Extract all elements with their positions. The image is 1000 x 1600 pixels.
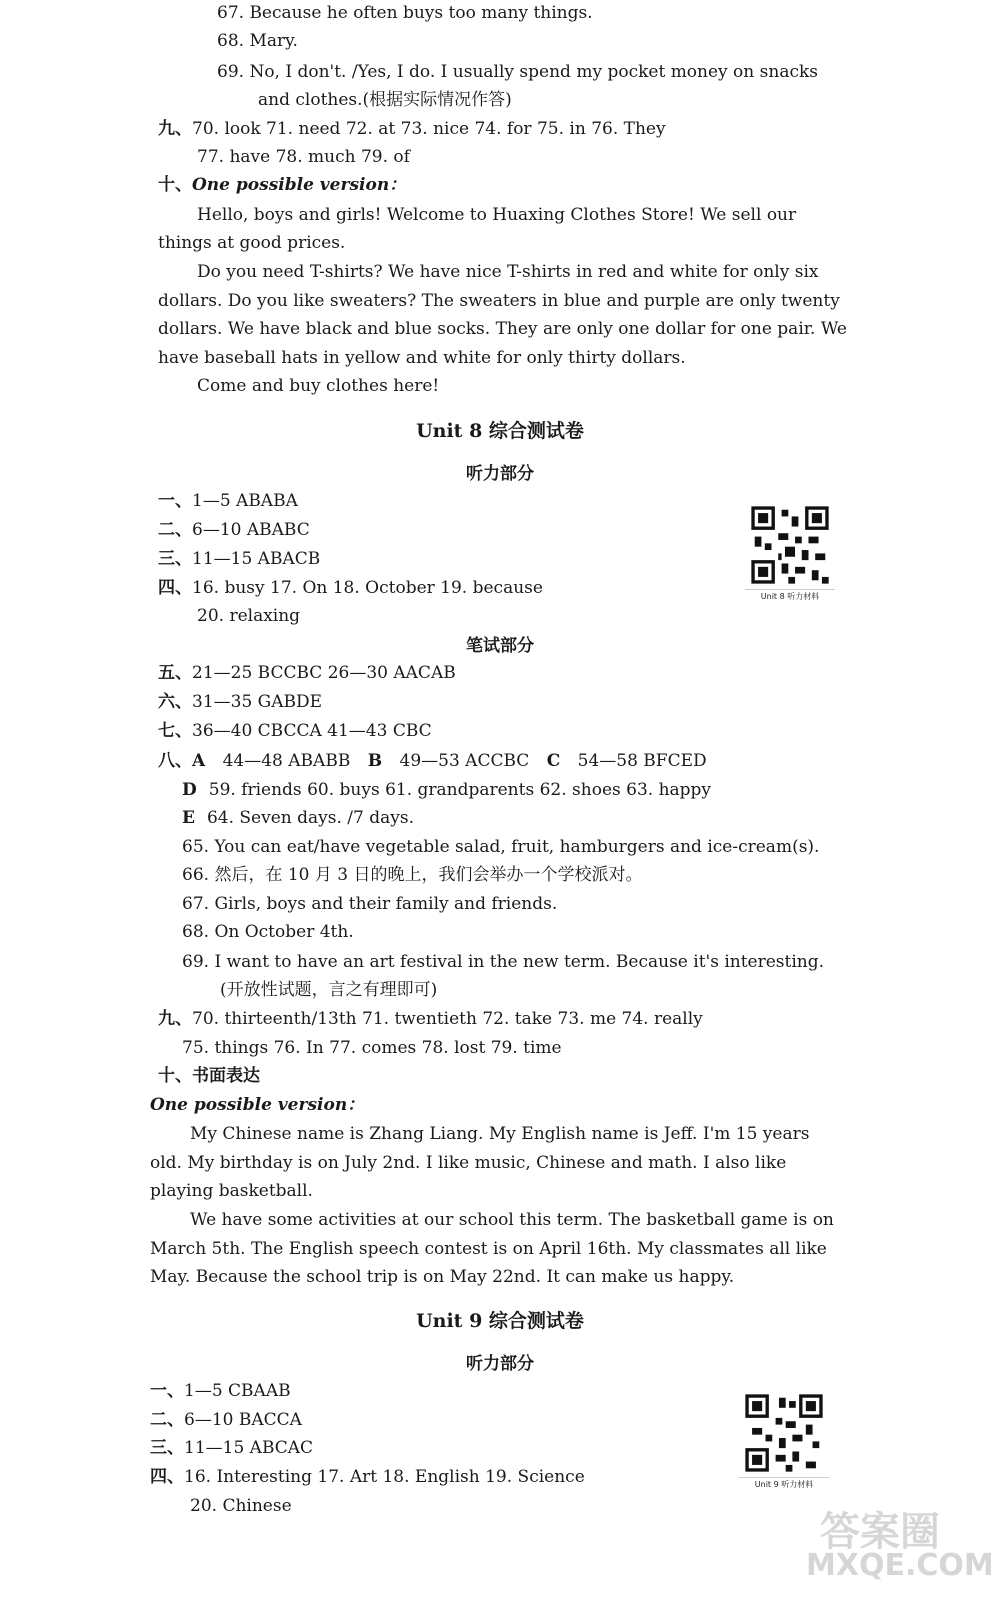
listening-title: 听力部分: [466, 464, 534, 484]
section-label: 十、: [158, 175, 192, 195]
u8-written-8: 八、A 44—48 ABABB B 49—53 ACCBC C 54—58 BFCED: [158, 751, 707, 771]
answer-66: 66. 然后，在 10 月 3 日的晚上，我们会举办一个学校派对。: [182, 865, 643, 885]
u9-listening-4: 四、16. Interesting 17. Art 18. English 19. Science: [150, 1467, 585, 1487]
essay-line: My Chinese name is Zhang Liang. My English name is Jeff. I'm 15 years: [190, 1124, 810, 1144]
essay-line: things at good prices.: [158, 233, 346, 253]
written-title: 笔试部分: [466, 636, 534, 656]
listening-title: 听力部分: [466, 1354, 534, 1374]
u8-written-5: 五、21—25 BCCBC 26—30 AACAB: [158, 663, 456, 683]
section-10-header: [158, 174, 406, 196]
watermark-url: MXQE.COM: [806, 1548, 994, 1583]
unit-8-title: Unit 8 综合测试卷: [416, 420, 584, 442]
answer-69: 69. I want to have an art festival in the new term. Because it's interesting.: [182, 952, 825, 972]
u9-listening-2: 二、6—10 BACCA: [150, 1410, 302, 1430]
watermark-logo: 答案圈: [820, 1509, 940, 1555]
essay-line: Hello, boys and girls! Welcome to Huaxing Clothes Store! We sell our: [197, 205, 797, 225]
essay-line: have baseball hats in yellow and white for only thirty dollars.: [158, 348, 686, 368]
essay-line: Do you need T-shirts? We have nice T-shirts in red and white for only six: [197, 262, 819, 282]
answer-67: 67. Girls, boys and their family and friends.: [182, 894, 558, 914]
u8-written-7: 七、36—40 CBCCA 41—43 CBC: [158, 721, 432, 741]
u8-written-9-line-2: 75. things 76. In 77. comes 78. lost 79. time: [182, 1038, 562, 1058]
u9-listening-3: 三、11—15 ABCAC: [150, 1438, 314, 1458]
u8-written-6: 六、31—35 GABDE: [158, 692, 323, 712]
version-label: One possible version：: [192, 175, 407, 195]
answer-69: 69. No, I don't. /Yes, I do. I usually spend my pocket money on snacks: [217, 62, 819, 82]
u8-written-8-e: E 64. Seven days. /7 days.: [182, 808, 414, 828]
qr-caption: Unit 8 听力材料: [745, 589, 835, 602]
u8-written-9-line-1: 九、70. thirteenth/13th 71. twentieth 72. take 73. me 74. really: [158, 1009, 703, 1029]
essay-line: Come and buy clothes here!: [197, 376, 440, 396]
u9-listening-4-cont: 20. Chinese: [190, 1496, 292, 1516]
answer-67: 67. Because he often buys too many things.: [217, 3, 593, 23]
essay-line: playing basketball.: [150, 1181, 313, 1201]
section-9-line-1: 九、70. look 71. need 72. at 73. nice 74. for 75. in 76. They: [158, 119, 666, 139]
u9-listening-1: 一、1—5 CBAAB: [150, 1381, 291, 1401]
answer-68: 68. Mary.: [217, 31, 298, 51]
essay-line: old. My birthday is on July 2nd. I like music, Chinese and math. I also like: [150, 1153, 787, 1173]
unit-9-title: Unit 9 综合测试卷: [416, 1310, 584, 1332]
qr-caption: Unit 9 听力材料: [739, 1477, 829, 1490]
essay-line: dollars. We have black and blue socks. They are only one dollar for one pair. We: [158, 319, 847, 339]
u8-listening-3: 三、11—15 ABACB: [158, 549, 321, 569]
version-label: One possible version：: [150, 1095, 365, 1115]
u8-listening-2: 二、6—10 ABABC: [158, 520, 310, 540]
answer-65: 65. You can eat/have vegetable salad, fruit, hamburgers and ice-cream(s).: [182, 837, 820, 857]
u8-listening-4-cont: 20. relaxing: [197, 606, 301, 626]
qr-code-icon[interactable]: [742, 1391, 826, 1475]
answer-69-cont: and clothes.(根据实际情况作答): [258, 90, 512, 110]
answer-69-note: (开放性试题，言之有理即可): [220, 980, 438, 1000]
answer-68: 68. On October 4th.: [182, 922, 354, 942]
u8-listening-4: 四、16. busy 17. On 18. October 19. because: [158, 578, 543, 598]
section-label: 九、: [158, 119, 192, 139]
essay-line: March 5th. The English speech contest is on April 16th. My classmates all like: [150, 1239, 827, 1259]
essay-line: May. Because the school trip is on May 22nd. It can make us happy.: [150, 1267, 735, 1287]
u8-listening-1: 一、1—5 ABABA: [158, 491, 298, 511]
qr-code-icon[interactable]: [748, 503, 832, 587]
section-9-line-2: 77. have 78. much 79. of: [197, 147, 410, 167]
essay-line: We have some activities at our school this term. The basketball game is on: [190, 1210, 834, 1230]
essay-line: dollars. Do you like sweaters? The sweaters in blue and purple are only twenty: [158, 291, 840, 311]
section-10-label: 十、书面表达: [158, 1066, 260, 1086]
u8-written-8-d: D 59. friends 60. buys 61. grandparents 62. shoes 63. happy: [182, 780, 712, 800]
